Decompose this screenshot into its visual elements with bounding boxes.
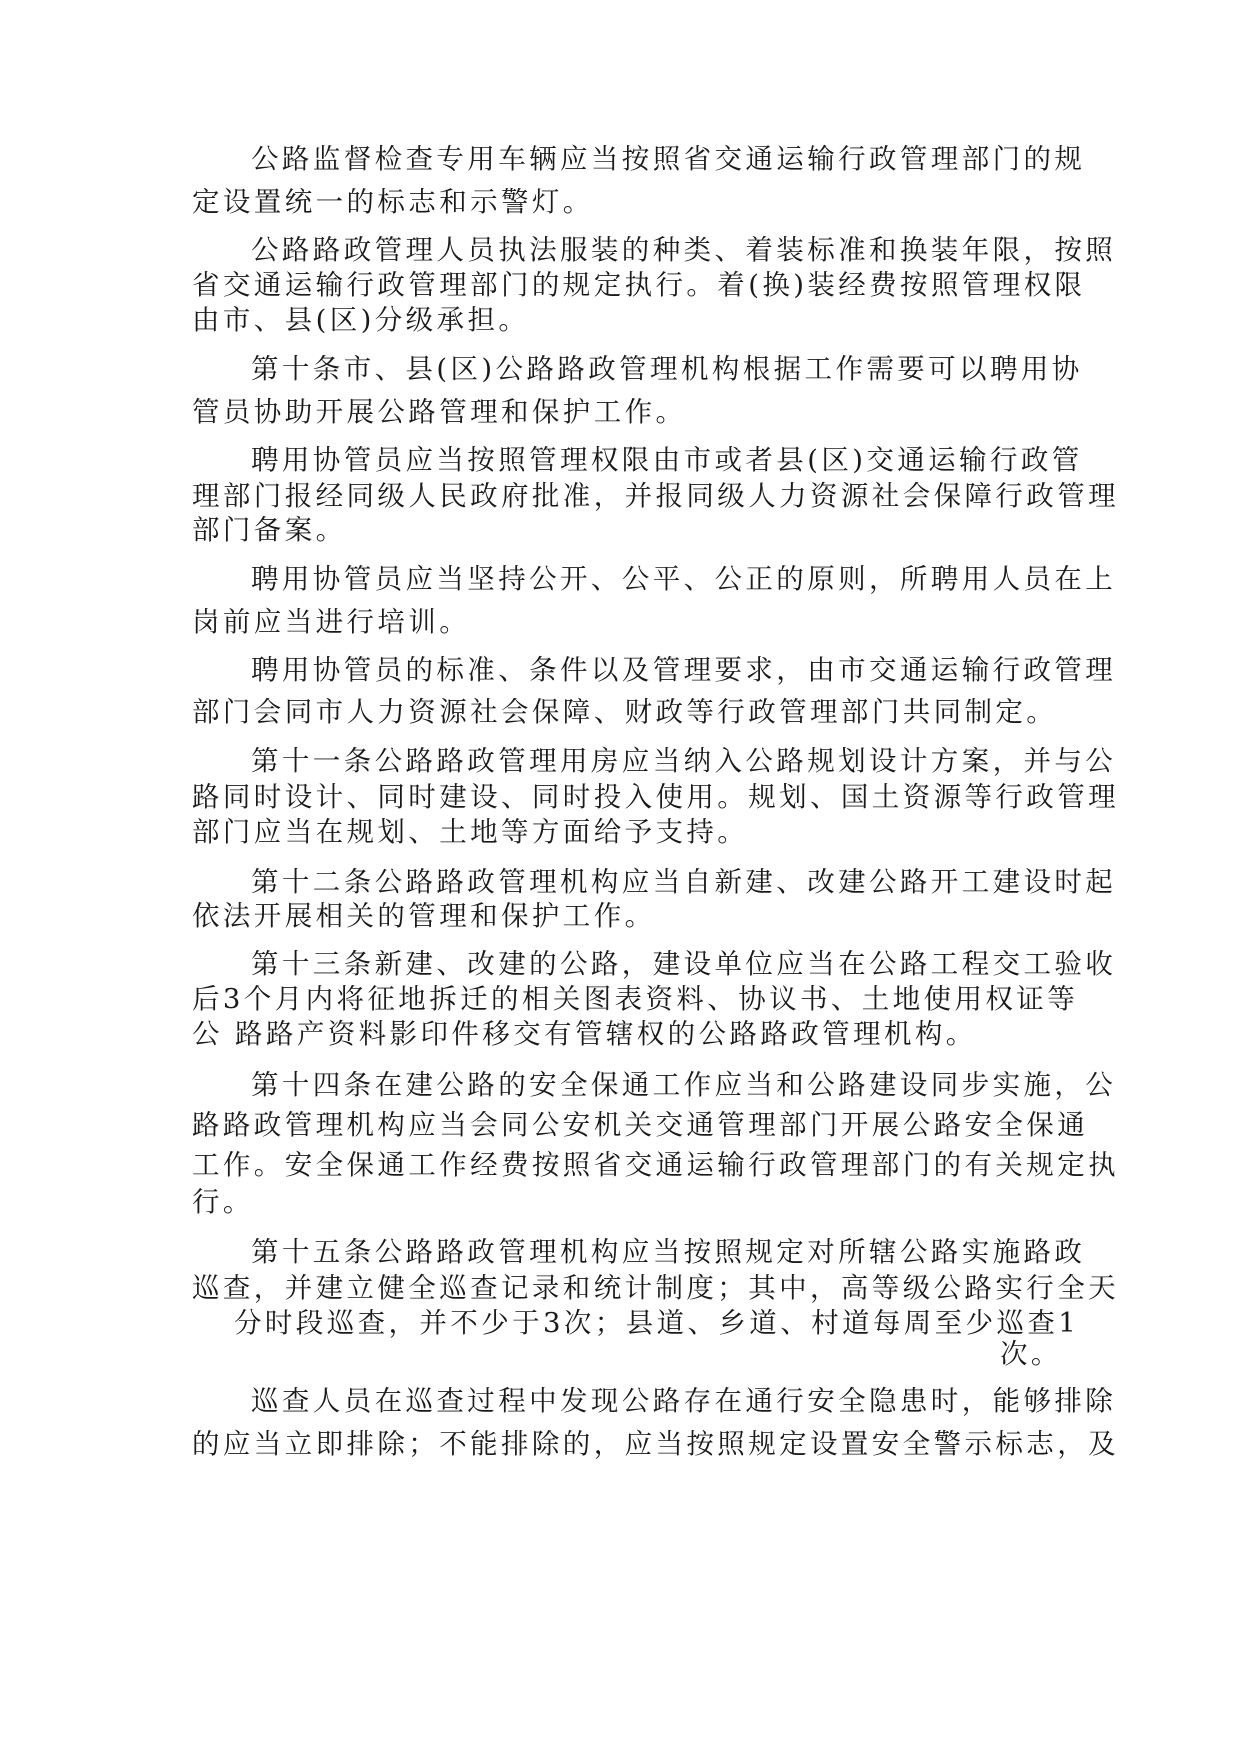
text-line: 岗前应当进行培训。 bbox=[192, 606, 471, 638]
text-line: 公路路政管理人员执法服装的种类、着装标准和换装年限，按照 bbox=[251, 234, 1117, 266]
text-line: 理部门报经同级人民政府批准，并报同级人力资源社会保障行政管理 bbox=[192, 480, 1119, 512]
text-line: 的应当立即排除；不能排除的，应当按照规定设置安全警示标志，及 bbox=[192, 1428, 1119, 1460]
text-line: 聘用协管员应当按照管理权限由市或者县(区)交通运输行政管 bbox=[251, 444, 1083, 476]
text-line: 巡查人员在巡查过程中发现公路存在通行安全隐患时，能够排除 bbox=[251, 1385, 1117, 1417]
text-line: 部门应当在规划、土地等方面给予支持。 bbox=[192, 816, 749, 848]
text-line: 路同时设计、同时建设、同时投入使用。规划、国土资源等行政管理 bbox=[192, 781, 1119, 813]
text-line: 巡查，并建立健全巡查记录和统计制度；其中，高等级公路实行全天 bbox=[192, 1272, 1119, 1304]
text-line: 第十三条新建、改建的公路，建设单位应当在公路工程交工验收 bbox=[251, 948, 1117, 980]
text-line: 省交通运输行政管理部门的规定执行。着(换)装经费按照管理权限 bbox=[192, 269, 1086, 301]
text-line: 第十条市、县(区)公路路政管理机构根据工作需要可以聘用协 bbox=[251, 353, 1083, 385]
text-line: 分时段巡查，并不少于3次；县道、乡道、村道每周至少巡查1 bbox=[234, 1307, 1080, 1339]
text-line: 定设置统一的标志和示警灯。 bbox=[192, 186, 594, 218]
text-line: 行。 bbox=[192, 1186, 254, 1218]
text-line: 第十一条公路路政管理用房应当纳入公路规划设计方案，并与公 bbox=[251, 745, 1117, 777]
text-line: 次。 bbox=[1000, 1338, 1062, 1370]
text-line: 路路政管理机构应当会同公安机关交通管理部门开展公路安全保通 bbox=[192, 1109, 1089, 1141]
text-line: 聘用协管员应当坚持公开、公平、公正的原则，所聘用人员在上 bbox=[251, 563, 1117, 595]
text-line: 第十四条在建公路的安全保通工作应当和公路建设同步实施，公 bbox=[251, 1069, 1117, 1101]
text-line: 公 路路产资料影印件移交有管辖权的公路路政管理机构。 bbox=[192, 1018, 977, 1050]
text-line: 后3个月内将征地拆迁的相关图表资料、协议书、土地使用权证等 bbox=[192, 983, 1079, 1015]
text-line: 工作。安全保通工作经费按照省交通运输行政管理部门的有关规定执 bbox=[192, 1149, 1119, 1181]
text-line: 第十二条公路路政管理机构应当自新建、改建公路开工建设时起 bbox=[251, 866, 1117, 898]
text-line: 公路监督检查专用车辆应当按照省交通运输行政管理部门的规 bbox=[251, 143, 1086, 175]
text-line: 第十五条公路路政管理机构应当按照规定对所辖公路实施路政 bbox=[251, 1236, 1086, 1268]
text-line: 管员协助开展公路管理和保护工作。 bbox=[192, 396, 687, 428]
text-line: 依法开展相关的管理和保护工作。 bbox=[192, 900, 656, 932]
text-line: 部门备案。 bbox=[192, 514, 347, 546]
text-line: 部门会同市人力资源社会保障、财政等行政管理部门共同制定。 bbox=[192, 696, 1058, 728]
text-line: 由市、县(区)分级承担。 bbox=[192, 304, 530, 336]
text-line: 聘用协管员的标准、条件以及管理要求，由市交通运输行政管理 bbox=[251, 654, 1117, 686]
